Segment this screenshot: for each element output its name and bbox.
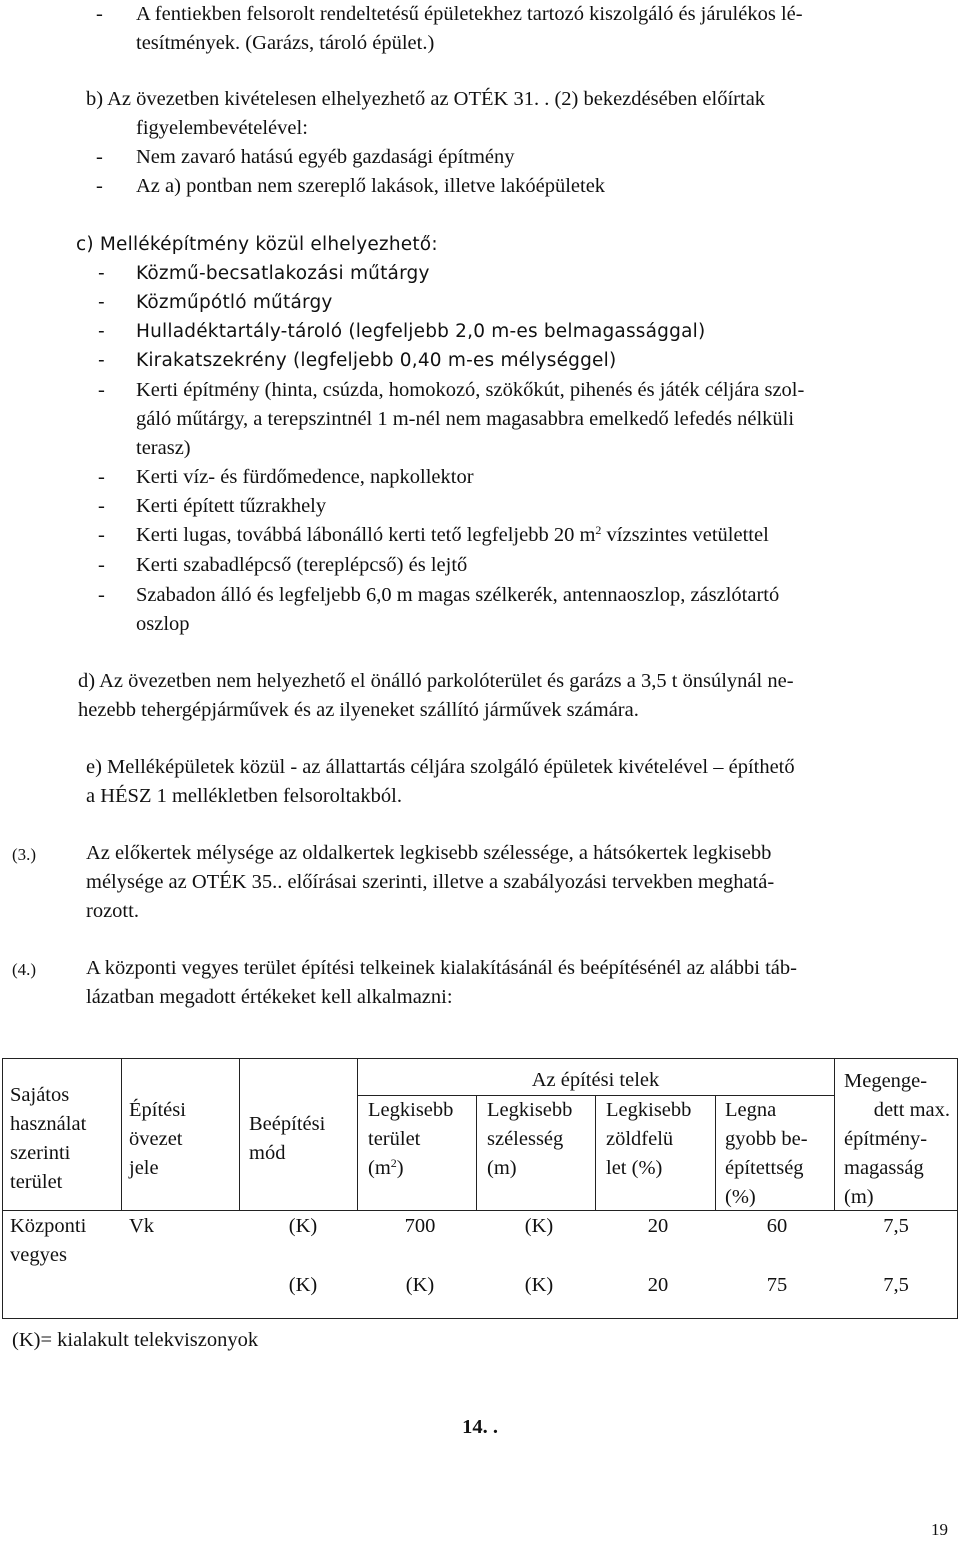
paragraph-line: Az előkertek mélysége az oldalkertek legkisebb szélessége, a hátsókertek legkisebb bbox=[86, 842, 772, 864]
section-c-heading: c) Melléképítmény közül elhelyezhető: bbox=[76, 234, 438, 255]
header-line: szélesség bbox=[487, 1128, 564, 1150]
table-col-divider bbox=[476, 1095, 477, 1211]
list-dash: - bbox=[96, 3, 103, 25]
header-line: Legna bbox=[725, 1099, 777, 1121]
table-border-left bbox=[2, 1058, 3, 1318]
header-line bbox=[368, 1154, 474, 1183]
table-border-bottom bbox=[2, 1318, 958, 1319]
list-dash: - bbox=[98, 524, 105, 546]
row-label-area bbox=[10, 1212, 118, 1270]
paragraph-number: (3.) bbox=[12, 845, 37, 864]
list-item: Kerti épített tűzrakhely bbox=[136, 495, 327, 517]
header-line: (%) bbox=[725, 1186, 756, 1208]
paragraph-line: A központi vegyes terület építési telkeinek kialakításánál és beépítésénél az alábbi táb- bbox=[86, 957, 797, 979]
table-col-divider bbox=[121, 1058, 122, 1211]
header-line: terület bbox=[368, 1128, 421, 1150]
table-col-divider bbox=[595, 1095, 596, 1211]
section-b-heading: b) Az övezetben kivételesen elhelyezhető az OTÉK 31. . (2) bekezdésében előírtak bbox=[86, 88, 766, 110]
list-dash: - bbox=[98, 292, 105, 313]
cell-mode: (K) bbox=[288, 1215, 318, 1237]
header-line: gyobb be- bbox=[725, 1128, 808, 1150]
list-item-continued: terasz) bbox=[136, 437, 191, 459]
list-item bbox=[136, 521, 769, 550]
list-dash: - bbox=[98, 554, 105, 576]
header-line: mód bbox=[249, 1142, 286, 1164]
cell-green: 20 bbox=[647, 1215, 669, 1237]
list-dash: - bbox=[98, 263, 105, 284]
header-line: magasság bbox=[844, 1157, 924, 1179]
list-dash: - bbox=[96, 175, 103, 197]
header-line: jele bbox=[129, 1157, 159, 1179]
section-e-line: e) Melléképületek közül - az állattartás céljára szolgáló épületek kivételével – építhető bbox=[86, 756, 795, 778]
header-special-use bbox=[10, 1081, 118, 1197]
table-col-divider bbox=[834, 1058, 835, 1211]
list-item: Nem zavaró hatású egyéb gazdasági építmény bbox=[136, 146, 515, 168]
header-min-area bbox=[368, 1096, 474, 1183]
header-line: dett max. bbox=[873, 1099, 950, 1121]
list-item: Kirakatszekrény (legfeljebb 0,40 m-es mélységgel) bbox=[136, 350, 617, 371]
paragraph-line: lázatban megadott értékeket kell alkalmazni: bbox=[86, 986, 453, 1008]
cell-mode: (K) bbox=[288, 1274, 318, 1296]
header-line: Legkisebb bbox=[368, 1099, 454, 1121]
cell-green: 20 bbox=[647, 1274, 669, 1296]
header-line: Megenge- bbox=[844, 1070, 928, 1092]
table-col-divider bbox=[239, 1058, 240, 1211]
list-item: Az a) pontban nem szereplő lakások, illetve lakóépületek bbox=[136, 175, 606, 197]
row-label-line: Központi bbox=[10, 1215, 87, 1237]
unit-text: ) bbox=[396, 1157, 404, 1179]
list-item: Közmű-becsatlakozási műtárgy bbox=[136, 263, 430, 284]
table-col-divider bbox=[715, 1095, 716, 1211]
unit-text: (m bbox=[368, 1157, 391, 1179]
header-line: (m) bbox=[844, 1186, 874, 1208]
header-zone-code bbox=[129, 1096, 237, 1183]
list-item-continued: oszlop bbox=[136, 613, 190, 635]
pergola-text-end: vízszintes vetülettel bbox=[601, 524, 769, 546]
list-dash: - bbox=[98, 350, 105, 371]
header-line: let (%) bbox=[606, 1157, 663, 1179]
cell-height: 7,5 bbox=[883, 1274, 909, 1296]
list-item: Kerti szabadlépcső (tereplépcső) és lejtő bbox=[136, 554, 468, 576]
header-line: övezet bbox=[129, 1128, 183, 1150]
header-line: Legkisebb bbox=[606, 1099, 692, 1121]
paragraph-line: rozott. bbox=[86, 900, 139, 922]
section-b-heading-continued: figyelembevételével: bbox=[136, 117, 308, 139]
list-item: Szabadon álló és legfeljebb 6,0 m magas szélkerék, antennaoszlop, zászlótartó bbox=[136, 584, 780, 606]
section-d-line: d) Az övezetben nem helyezhető el önálló parkolóterület és garázs a 3,5 t önsúlynál ne- bbox=[78, 670, 794, 692]
paragraph-line: mélysége az OTÉK 35.. előírásai szerinti, illetve a szabályozási tervekben meghatá- bbox=[86, 871, 775, 893]
cell-zone: Vk bbox=[129, 1215, 155, 1237]
row-label-line: vegyes bbox=[10, 1244, 67, 1266]
header-line: használat bbox=[10, 1113, 87, 1135]
header-line: építettség bbox=[725, 1157, 804, 1179]
list-item: Közműpótló műtárgy bbox=[136, 292, 333, 313]
header-line: terület bbox=[10, 1171, 63, 1193]
list-item: Kerti építmény (hinta, csúzda, homokozó, szökőkút, pihenés és játék céljára szol- bbox=[136, 379, 805, 401]
header-line: szerinti bbox=[10, 1142, 71, 1164]
section-e-line: a HÉSZ 1 mellékletben felsoroltakból. bbox=[86, 785, 402, 807]
superscript: 2 bbox=[390, 1156, 397, 1170]
cell-width: (K) bbox=[524, 1274, 554, 1296]
header-max-built bbox=[725, 1096, 831, 1212]
cell-built: 60 bbox=[766, 1215, 788, 1237]
table-border-top bbox=[2, 1058, 958, 1059]
cell-area: 700 bbox=[404, 1215, 436, 1237]
list-dash: - bbox=[98, 466, 105, 488]
table-border-right bbox=[957, 1058, 958, 1318]
cell-built: 75 bbox=[766, 1274, 788, 1296]
header-line: zöldfelü bbox=[606, 1128, 674, 1150]
cell-height: 7,5 bbox=[883, 1215, 909, 1237]
list-dash: - bbox=[98, 321, 105, 342]
list-dash: - bbox=[96, 146, 103, 168]
paragraph-number: (4.) bbox=[12, 960, 37, 979]
header-max-height bbox=[844, 1067, 950, 1212]
list-item: Kerti víz- és fürdőmedence, napkollektor bbox=[136, 466, 474, 488]
superscript: 2 bbox=[595, 523, 602, 537]
section-number: 14. . bbox=[462, 1416, 498, 1438]
header-line: Legkisebb bbox=[487, 1099, 573, 1121]
pergola-text: Kerti lugas, továbbá lábonálló kerti tető legfeljebb 20 m bbox=[136, 524, 596, 546]
cell-width: (K) bbox=[524, 1215, 554, 1237]
section-d-line: hezebb tehergépjárművek és az ilyeneket szállító járművek számára. bbox=[78, 699, 639, 721]
page-number: 19 bbox=[931, 1520, 948, 1539]
list-item: Hulladéktartály-tároló (legfeljebb 2,0 m-es belmagassággal) bbox=[136, 321, 706, 342]
header-min-green bbox=[606, 1096, 712, 1183]
header-line: Beépítési bbox=[249, 1113, 326, 1135]
table-footnote: (K)= kialakult telekviszonyok bbox=[12, 1329, 259, 1351]
header-building-mode bbox=[249, 1110, 355, 1168]
list-dash: - bbox=[98, 584, 105, 606]
header-line: Sajátos bbox=[10, 1084, 70, 1106]
list-item-continued: gáló műtárgy, a terepszintnél 1 m-nél nem magasabbra emelkedő lefedés nélküli bbox=[136, 408, 795, 430]
header-line: (m) bbox=[487, 1157, 517, 1179]
list-item: A fentiekben felsorolt rendeltetésű épületekhez tartozó kiszolgáló és járulékos lé- bbox=[136, 3, 803, 25]
cell-area: (K) bbox=[405, 1274, 435, 1296]
header-line: Építési bbox=[129, 1099, 186, 1121]
header-line: építmény- bbox=[844, 1128, 928, 1150]
header-plot-group: Az építési telek bbox=[531, 1069, 660, 1091]
list-item-continued: tesítmények. (Garázs, tároló épület.) bbox=[136, 32, 435, 54]
header-min-width bbox=[487, 1096, 593, 1183]
list-dash: - bbox=[98, 379, 105, 401]
list-dash: - bbox=[98, 495, 105, 517]
